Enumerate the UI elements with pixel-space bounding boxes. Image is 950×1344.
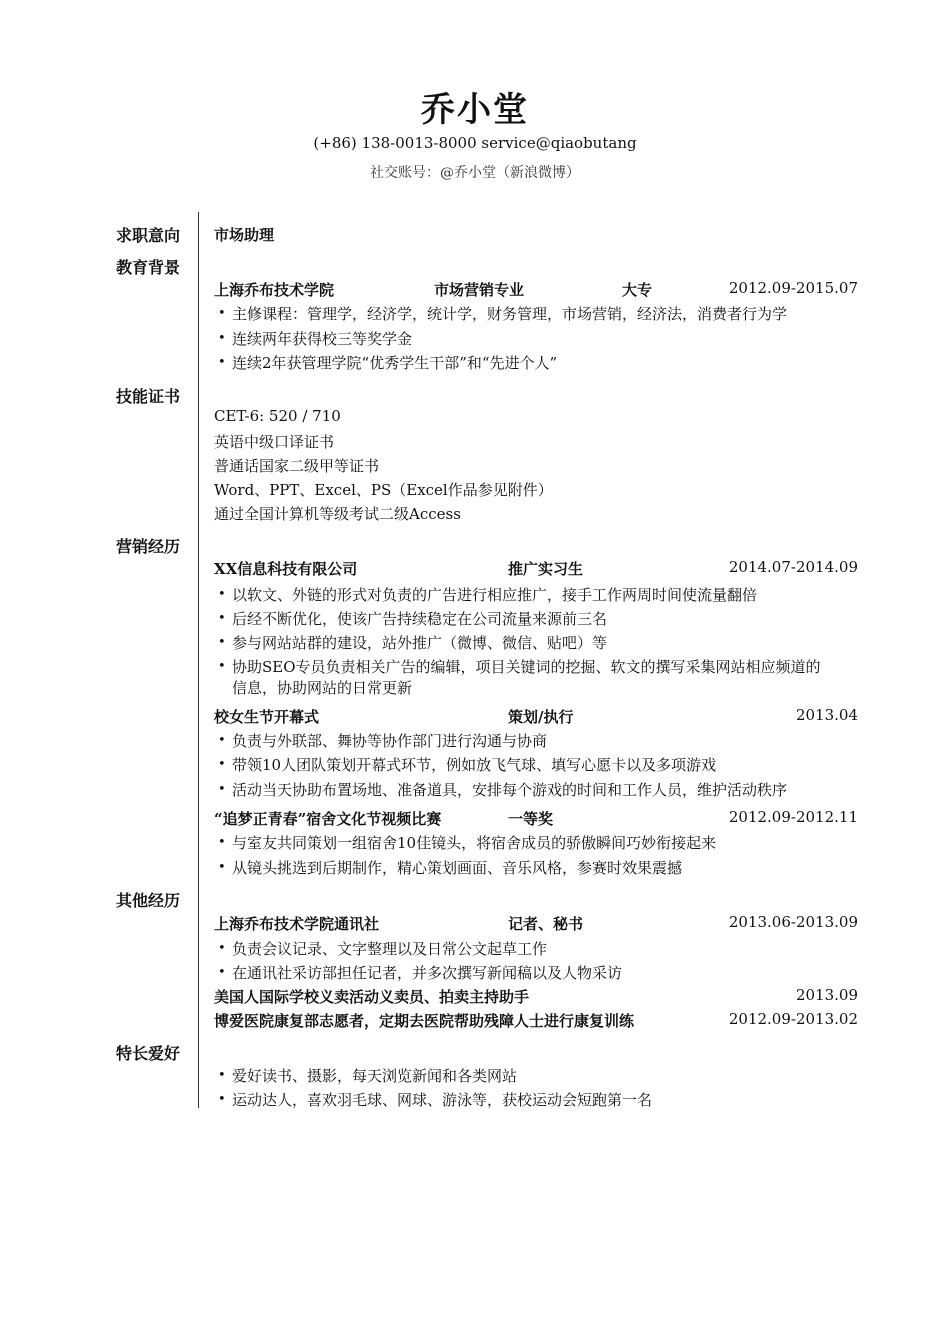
section-title-hobbies: 特长爱好 (116, 1044, 181, 1063)
section-title-objective: 求职意向 (116, 226, 181, 245)
list-item: 参与网站站群的建设，站外推广（微博、微信、贴吧）等 (232, 634, 608, 652)
bullet-icon: • (218, 860, 226, 875)
bullet-icon: • (218, 355, 226, 370)
list-item: 活动当天协助布置场地、准备道具，安排每个游戏的时间和工作人员，维护活动秩序 (232, 781, 788, 799)
section-title-skills: 技能证书 (116, 387, 181, 406)
other-experience-line: 美国人国际学校义卖活动义卖员、拍卖主持助手 (214, 988, 530, 1006)
list-item: 负责与外联部、舞协等协作部门进行沟通与协商 (232, 732, 548, 750)
bullet-icon: • (218, 306, 226, 321)
bullet-icon: • (218, 965, 226, 980)
entry-date: 2013.06-2013.09 (728, 913, 858, 931)
section-title-marketing: 营销经历 (116, 537, 181, 556)
bullet-icon: • (218, 659, 226, 674)
other-experience-line: 博爱医院康复部志愿者，定期去医院帮助残障人士进行康复训练 (214, 1012, 635, 1030)
list-item: 与室友共同策划一组宿舍10佳镜头，将宿舍成员的骄傲瞬间巧妙衔接起来 (232, 834, 717, 852)
section-divider-line (198, 212, 199, 1108)
resume-name: 乔小堂 (421, 90, 529, 130)
list-item: 连续2年获管理学院“优秀学生干部”和“先进个人” (232, 354, 558, 372)
entry-role: 策划/执行 (508, 708, 574, 726)
list-item: 主修课程：管理学，经济学，统计学，财务管理，市场营销，经济法，消费者行为学 (232, 305, 788, 323)
list-item: 在通讯社采访部担任记者，并多次撰写新闻稿以及人物采访 (232, 964, 623, 982)
entry-org: “追梦正青春”宿舍文化节视频比赛 (214, 810, 442, 828)
bullet-icon: • (218, 587, 226, 602)
bullet-icon: • (218, 782, 226, 797)
skill-item: 通过全国计算机等级考试二级Access (214, 505, 461, 523)
bullet-icon: • (218, 733, 226, 748)
skill-item: 普通话国家二级甲等证书 (214, 457, 380, 475)
bullet-icon: • (218, 611, 226, 626)
education-major: 市场营销专业 (434, 281, 525, 299)
entry-date: 2012.09-2013.02 (728, 1010, 858, 1028)
bullet-icon: • (218, 1092, 226, 1107)
entry-role: 记者、秘书 (508, 915, 584, 933)
bullet-icon: • (218, 1068, 226, 1083)
social-account: 社交账号：@乔小堂（新浪微博） (370, 165, 580, 181)
list-item: 连续两年获得校三等奖学金 (232, 330, 413, 348)
entry-role: 推广实习生 (508, 560, 584, 578)
list-item: 负责会议记录、文字整理以及日常公文起草工作 (232, 940, 548, 958)
education-degree: 大专 (622, 281, 653, 299)
bullet-icon: • (218, 757, 226, 772)
education-school: 上海乔布技术学院 (214, 281, 335, 299)
section-title-education: 教育背景 (116, 258, 181, 277)
entry-org: 上海乔布技术学院通讯社 (214, 915, 380, 933)
section-title-other: 其他经历 (116, 891, 181, 910)
list-item: 从镜头挑选到后期制作，精心策划画面、音乐风格，参赛时效果震撼 (232, 859, 683, 877)
entry-org: 校女生节开幕式 (214, 708, 320, 726)
list-item: 协助SEO专员负责相关广告的编辑，项目关键词的挖掘、软文的撰写采集网站相应频道的 (232, 658, 821, 676)
list-item: 后经不断优化，使该广告持续稳定在公司流量来源前三名 (232, 610, 608, 628)
entry-org: XX信息科技有限公司 (214, 560, 358, 578)
skill-item: 英语中级口译证书 (214, 433, 335, 451)
bullet-icon: • (218, 635, 226, 650)
entry-date: 2014.07-2014.09 (728, 558, 858, 576)
entry-date: 2013.09 (795, 986, 858, 1004)
education-date: 2012.09-2015.07 (728, 279, 858, 297)
objective-value: 市场助理 (214, 226, 275, 244)
skill-item: Word、PPT、Excel、PS（Excel作品参见附件） (214, 481, 553, 499)
entry-role: 一等奖 (508, 810, 554, 828)
entry-date: 2012.09-2012.11 (728, 808, 858, 826)
skill-item: CET-6: 520 / 710 (214, 407, 341, 425)
list-item: 以软文、外链的形式对负责的广告进行相应推广，接手工作两周时间使流量翻倍 (232, 586, 758, 604)
list-item-continuation: 信息，协助网站的日常更新 (232, 679, 413, 697)
entry-date: 2013.04 (795, 706, 858, 724)
bullet-icon: • (218, 331, 226, 346)
contact-line: (+86) 138-0013-8000 service@qiaobutang (313, 134, 637, 152)
list-item: 带领10人团队策划开幕式环节，例如放飞气球、填写心愿卡以及多项游戏 (232, 756, 717, 774)
list-item: 爱好读书、摄影，每天浏览新闻和各类网站 (232, 1067, 518, 1085)
bullet-icon: • (218, 835, 226, 850)
list-item: 运动达人，喜欢羽毛球、网球、游泳等，获校运动会短跑第一名 (232, 1091, 653, 1109)
bullet-icon: • (218, 941, 226, 956)
